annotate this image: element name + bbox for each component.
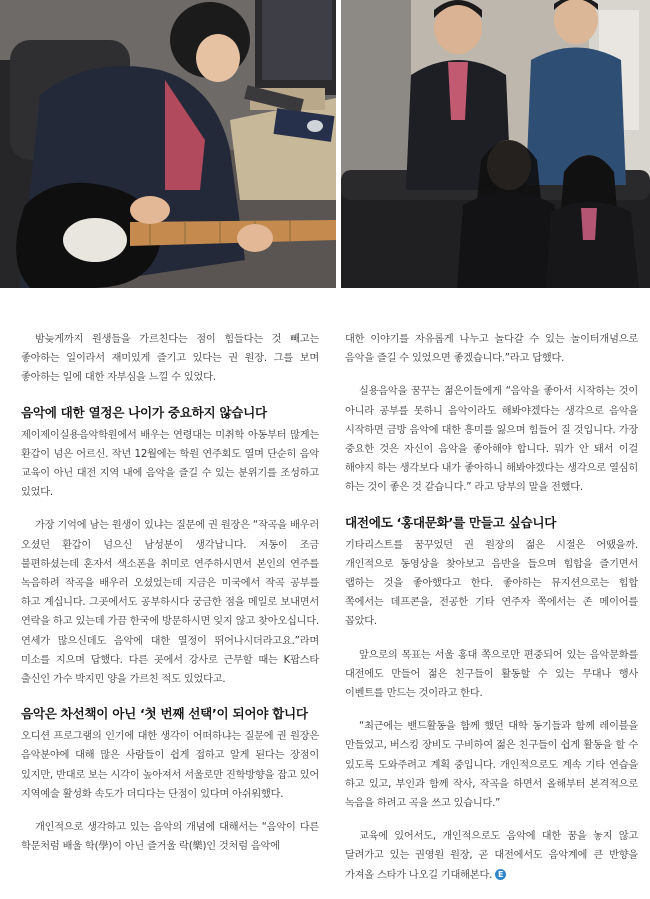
quote-paragraph: “최근에는 밴드활동을 함께 했던 대학 동기들과 함께 레이블을 만들었고, 버스킹 장비도 구비하여 젊은 친구들이 쉽게 활동을 할 수 있도록 도와주려고 계획 중입니다. 개인적으로도 계속 기타 연습을 하고 있고, 부인과 함께 작사, 작곡을 하면서 올해부터 본격적으로 녹음을 하려고 곡을 쓰고 있습니다.” [345, 721, 638, 810]
end-mark-icon: E [495, 869, 506, 880]
paragraph: 대한 이야기를 자유롭게 나누고 놀다갈 수 있는 놀이터개념으로 음악을 즐길 수 있었으면 좋겠습니다.”라고 답했다. [345, 334, 638, 365]
group-illustration [341, 0, 650, 288]
paragraph: 실용음악을 꿈꾸는 젊은이들에게 “음악을 좋아서 시작하는 것이 아니라 공부를 못하니 음악이라도 해봐야겠다는 생각으로 음악을 시작하면 금방 음악에 대한 흥미를 잃으며 힘들어 질 것입니다. 가장 중요한 것은 자신이 음악을 좋아해야 합니다. 뭐가 안 돼서 이걸 해야지 하는 생각보다 내가 좋아하니 해봐야겠다는 생각으로 열심히 하는 것이 좋은 것 같습니다.” 라고 당부의 말을 전했다. [345, 386, 638, 494]
photo-strip [0, 0, 650, 288]
article-right-column [345, 330, 638, 899]
guitar-player-illustration [0, 0, 336, 288]
section-heading: 음악은 차선책이 아닌 ‘첫 번째 선택’이 되어야 합니다 [21, 706, 308, 722]
paragraph: 오디션 프로그램의 인기에 대한 생각이 어떠하냐는 질문에 권 원장은 음악분야에 대해 많은 사람들이 쉽게 접하고 알게 된다는 장점이 있지만, 반대로 보는 시각이 높아져서 서울로만 진학방향을 잡고 있어 지역예술 활성화 속도가 더디다는 단점이 있다며 아쉬워했다. [21, 731, 319, 800]
paragraph: 앞으로의 목표는 서울 홍대 쪽으로만 편중되어 있는 음악문화를 대전에도 만들어 젊은 친구들이 활동할 수 있는 무대나 행사 이벤트를 만드는 것이라고 한다. [345, 649, 638, 700]
group-photo [341, 0, 650, 288]
closing-paragraph [345, 827, 638, 885]
section-heading: 대전에도 ‘홍대문화’를 만들고 싶습니다 [345, 514, 557, 530]
paragraph: 기타리스트를 꿈꾸었던 권 원장의 젊은 시절은 어땠을까. 개인적으로 동영상을 찾아보고 음반을 들으며 힙합을 즐기면서 랩하는 것을 좋아했다고 한다. 좋아하는 뮤지션으로는 힙합 쪽에서는 데프콘을, 전공한 기타 연주자 쪽에서는 존 메이어를 꼽았다. [345, 539, 638, 628]
article-left-column [21, 330, 319, 870]
paragraph: 제이제이실용음악학원에서 배우는 연령대는 미취학 아동부터 많게는 환갑이 넘은 어르신. 작년 12월에는 학원 연주회도 열며 단순히 음악 교육이 아닌 대전 지역 내에 음악을 즐길 수 있는 분위기를 조성하고 있었다. [21, 429, 319, 499]
section-heading: 음악에 대한 열정은 나이가 중요하지 않습니다 [21, 404, 267, 420]
paragraph: 개인적으로 생각하고 있는 음악의 개념에 대해서는 “음악이 다른 학문처럼 배울 학(學)이 아닌 즐거울 락(樂)인 것처럼 음악에 [21, 822, 319, 853]
closing-text: 교육에 있어서도, 개인적으로도 음악에 대한 꿈을 놓지 않고 달려가고 있는 권영원 원장, 곧 대전에서도 음악계에 큰 반향을 가져올 스타가 나오길 기대해본다. [345, 831, 638, 881]
paragraph: 밤늦게까지 원생들을 가르친다는 점이 힘들다는 것 빼고는 좋아하는 일이라서 재미있게 즐기고 있다는 권 원장. 그를 보며 좋아하는 일에 대한 자부심을 느낄 수 있었다. [21, 334, 319, 384]
paragraph: 가장 기억에 남는 원생이 있냐는 질문에 권 원장은 “작곡을 배우러 오셨던 환갑이 넘으신 남성분이 생각납니다. 저동이 조금 불편하셨는데 혼자서 색소폰을 취미로 연주하시면서 본인의 연주를 녹음하려 작곡을 배우러 오셨었는데 지금은 미국에서 작곡 공부를 하고 계십니다. 그곳에서도 공부하시다 궁금한 점을 메일로 보내면서 연락을 하고 있는데 가끔 한국에 방문하시면 잊지 않고 찾아오십니다. 연세가 많으신데도 음악에 대한 열정이 뛰어나시더라고요.”라며 미소를 지으며 답했다. 다른 곳에서 강사로 근무할 때는 K팝스타 출신인 가수 박지민 양을 가르친 적도 있었다고. [21, 520, 319, 686]
guitar-player-photo [0, 0, 336, 288]
